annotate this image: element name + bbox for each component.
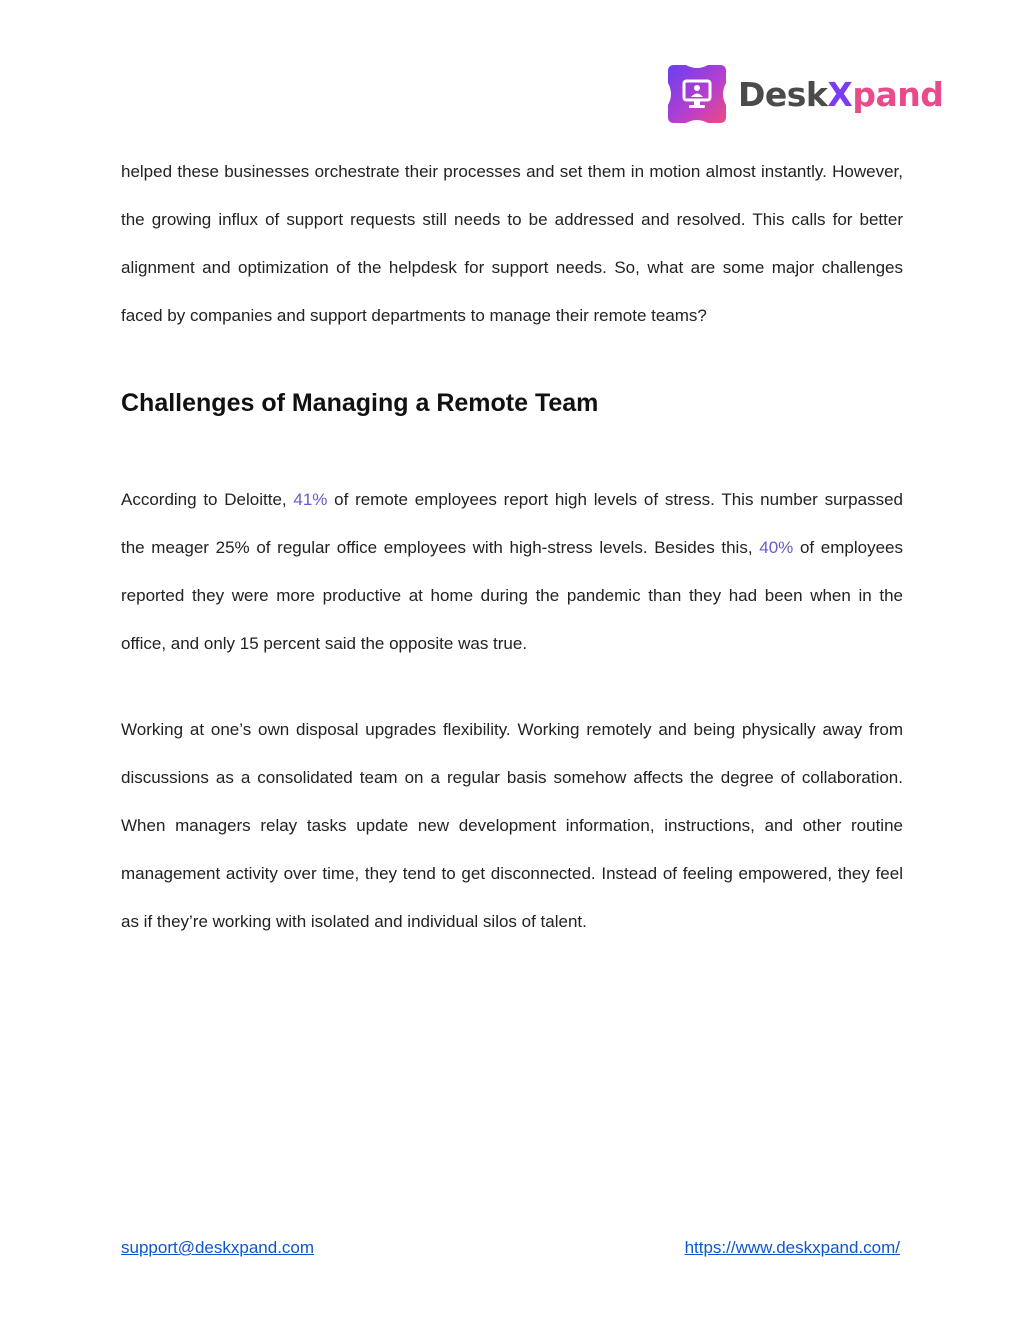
brand-name-desk: Desk (738, 74, 828, 114)
website-link[interactable]: https://www.deskxpand.com/ (684, 1238, 900, 1257)
brand-name-pand: pand (852, 74, 944, 114)
deskxpand-logo (664, 60, 943, 128)
stat-link-41[interactable]: 41% (293, 490, 328, 509)
page-footer (121, 1238, 900, 1258)
deloitte-text-3: of employees reported they were more productive at home during the pandemic than they had been when in the office, and only 15 percent said the opposite was true. (121, 538, 904, 653)
flexibility-paragraph: Working at one’s own disposal upgrades flexibility. Working remotely and being physically away from discussions as a consolidated team on a regular basis somehow affects the degree of collaboration. When managers relay tasks update new development information, instructions, and other routine management activity over time, they tend to get disconnected. Instead of feeling empowered, they feel as if they’re working with isolated and individual silos of talent. (121, 720, 903, 931)
support-email-link[interactable]: support@deskxpand.com (121, 1238, 315, 1257)
stat-link-40[interactable]: 40% (759, 538, 794, 557)
deloitte-paragraph (121, 476, 903, 668)
monitor-icon (664, 61, 730, 127)
intro-paragraph: helped these businesses orchestrate their processes and set them in motion almost instantly. However, the growing influx of support requests still needs to be addressed and resolved. This calls for better alignment and optimization of the helpdesk for support needs. So, what are some major challenges faced by companies and support departments to manage their remote teams? (121, 162, 903, 325)
deloitte-text-1: According to Deloitte, (121, 490, 294, 509)
brand-name (738, 74, 944, 114)
document-body (121, 148, 903, 946)
section-heading: Challenges of Managing a Remote Team (121, 389, 599, 417)
brand-name-x: X (827, 74, 853, 114)
deloitte-text-2: of remote employees report high levels of stress. This number surpassed the meager 25% of regular office employees with high-stress levels. Besides this, (121, 490, 904, 557)
